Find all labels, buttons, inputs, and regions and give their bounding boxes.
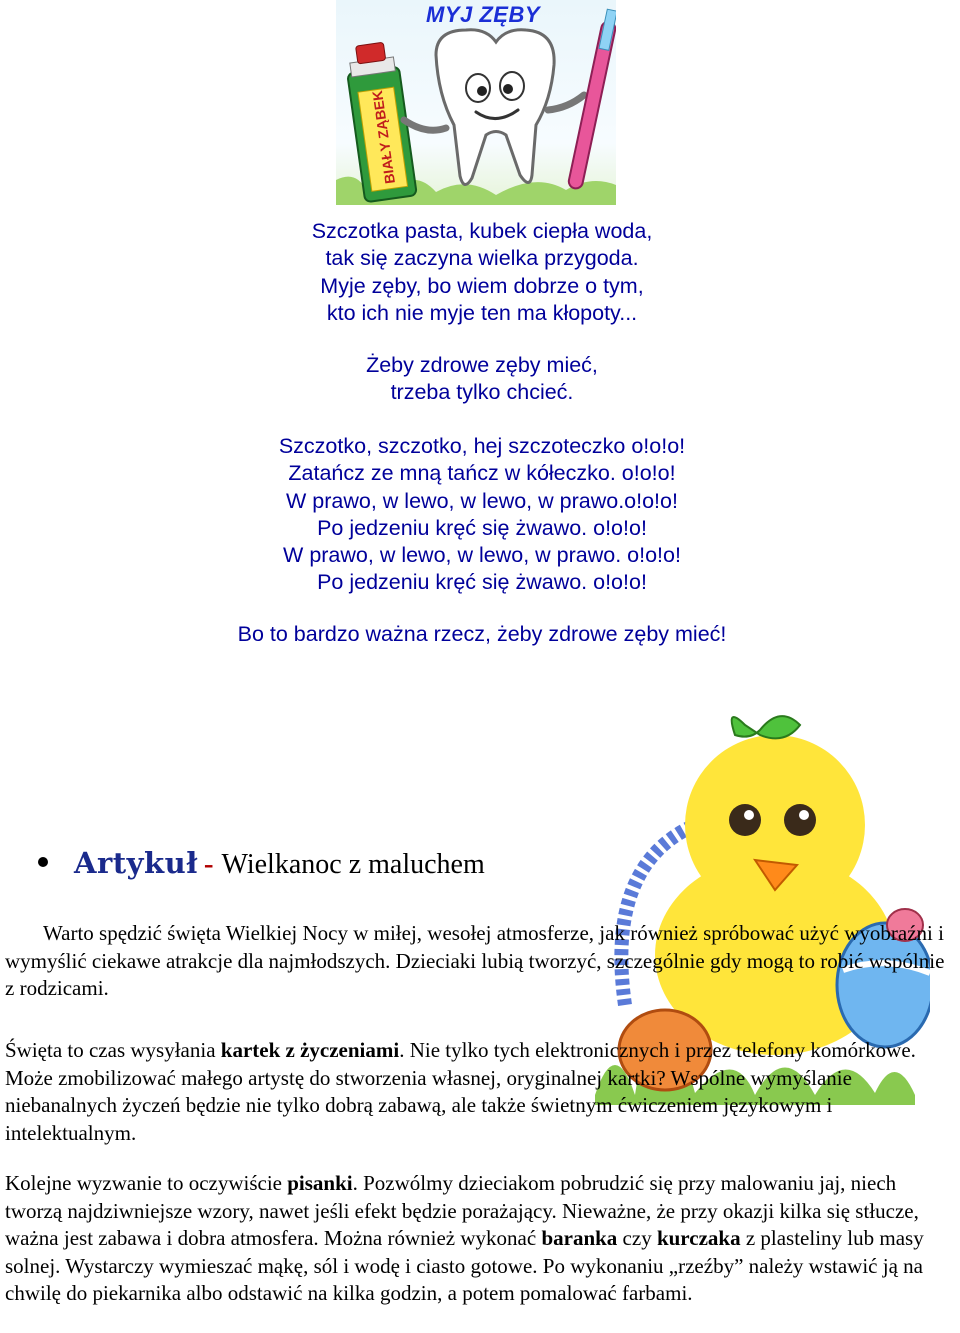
text-span: czy (617, 1226, 657, 1250)
poem-line: Myje zęby, bo wiem dobrze o tym, (320, 273, 644, 298)
poem-line: tak się zaczyna wielka przygoda. (325, 246, 639, 271)
bold-text: kurczaka (656, 1226, 741, 1250)
poem-line: Po jedzeniu kręć się żwawo. o!o!o! (317, 515, 647, 540)
poem-line: Żeby zdrowe zęby mieć, (366, 353, 598, 377)
page-title: MYJ ZĘBY (426, 2, 541, 27)
poem-line: W prawo, w lewo, w lewo, w prawo.o!o!o! (286, 488, 678, 513)
poem-line: trzeba tylko chcieć. (390, 380, 574, 405)
article-paragraph-2 (5, 1037, 953, 1147)
poem-line: kto ich nie myje ten ma kłopoty... (326, 300, 638, 325)
article-title: Wielkanoc z maluchem (221, 849, 485, 880)
text-span: . Nie tylko tych elektronicznych i przez telefony komórkowe. Może zmobilizować małego artystę do stworzenia własnej, oryginalnej kartki? Wspólne wymyślanie niebanalnych życzeń będzie nie tylko dobrą zabawą, ale także świetnym ćwiczeniem językowym i intelektualnym. (5, 1038, 916, 1145)
poem-stanza-3 (248, 433, 716, 597)
toothpaste-label: BIAŁY ZĄBEK (369, 89, 398, 185)
article-label: Artykuł (74, 846, 198, 880)
tooth-cartoon-image (336, 0, 616, 205)
text-span: . Pozwólmy dzieciakom pobrudzić się przy malowaniu jaj, niech tworzą najdziwniejsze wzory, nawet jeśli efekt będzie porażający. Nieważne, że przy okazji kilka się stłucze, ważna jest zabawa i dobra atmosfera. Można również wykonać (5, 1171, 919, 1250)
poem-line: Zatańcz ze mną tańcz w kółeczko. o!o!o! (288, 461, 676, 486)
article-paragraph-3 (5, 1170, 953, 1308)
poem-line: Szczotka pasta, kubek ciepła woda, (311, 219, 653, 243)
bold-text: pisanki (287, 1171, 353, 1195)
bullet-icon (38, 857, 48, 867)
text-span: Święta to czas wysyłania (5, 1038, 221, 1062)
poem-line: Po jedzeniu kręć się żwawo. o!o!o! (317, 570, 647, 595)
poem-stanza-4 (180, 621, 784, 648)
tooth-illustration (336, 0, 616, 205)
text-span: Kolejne wyzwanie to oczywiście (5, 1171, 288, 1195)
poem-stanza-1 (268, 218, 696, 327)
bold-text: kartek z życzeniami (220, 1038, 400, 1062)
text-span: z plasteliny lub masy solnej. Wystarczy wymieszać mąkę, sól i wodę i ciasto gotowe. Po wykonaniu „rzeźby” należy wstawić ją na chwilę do piekarnika albo odstawić na kilka godzin, a potem pomalować farbami. (5, 1226, 924, 1305)
article-dash: - (203, 848, 214, 880)
article-paragraph-1: Warto spędzić święta Wielkiej Nocy w miłej, wesołej atmosferze, jak również spróbować użyć wyobraźni i wymyślić ciekawe atrakcje dla najmłodszych. Dzieciaki lubią tworzyć, szczególnie gdy mogą to robić wspólnie z rodzicami. (5, 921, 945, 1000)
article-heading (38, 846, 485, 880)
poem-line: Bo to bardzo ważna rzecz, żeby zdrowe zęby mieć! (237, 622, 727, 646)
poem-stanza-2 (268, 352, 696, 407)
bold-text: baranka (541, 1226, 618, 1250)
poem-line: W prawo, w lewo, w lewo, w prawo. o!o!o! (283, 543, 681, 568)
poem-line: Szczotko, szczotko, hej szczoteczko o!o!o! (278, 434, 686, 458)
